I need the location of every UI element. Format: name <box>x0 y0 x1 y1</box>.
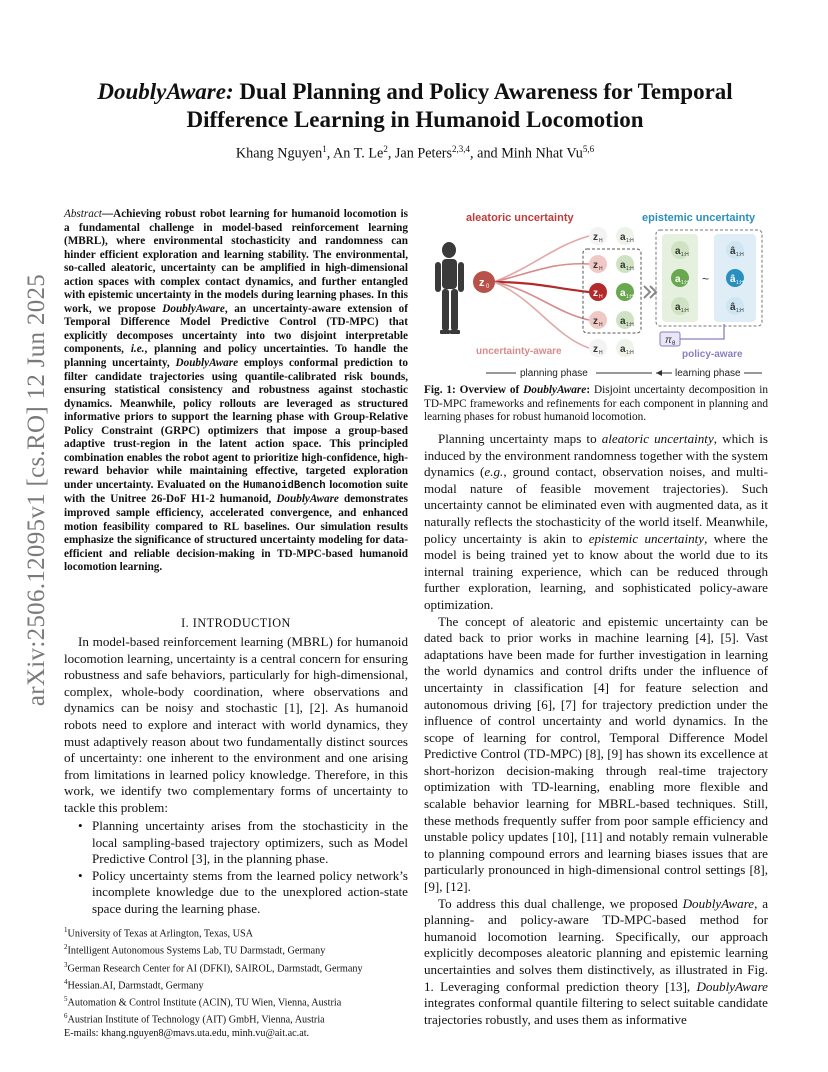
affiliation-footnotes <box>64 924 414 1041</box>
body-text: , a planning- and policy-aware TD-MPC-based method for humanoid locomotion learning. Specifically, our approach explicitly decomposes aleatoric planning and epistemic learning uncertainties and solves them distinctively, as illustrated in Fig. 1. Leveraging conformal prediction theory [13], <box>424 895 768 994</box>
z0-symbol: z <box>479 277 485 289</box>
arxiv-stamp-text: arXiv:2506.12095v1 [cs.RO] 12 Jun 2025 <box>23 273 50 707</box>
author-name: An T. Le <box>333 145 384 162</box>
figure-1-caption <box>424 384 768 425</box>
policy-pi-symbol: π <box>665 335 672 346</box>
zH-symbol: z <box>593 232 598 243</box>
footnote <box>64 993 414 1010</box>
aleatoric-uncertainty-label: aleatoric uncertainty <box>466 212 574 224</box>
author-affiliation: 5,6 <box>582 144 595 154</box>
abstract-text: —Achieving robust robot learning for humanoid locomotion is a fundamental challenge in model-based reinforcement learning (MBRL), where environmental stochasticity and randomness can hinder efficient exploration and learning stability. The environmental, so-called aleatoric, uncertainty can be amplified in high-dimensional action spaces with complex contact dynamics, and further entangled with epistemic uncertainty in the models during learning phases. In this work, we propose <box>64 208 408 315</box>
sampled-action-symbol: â <box>730 246 736 257</box>
footnote <box>64 959 414 976</box>
bullet-planning-uncertainty: • Planning uncertainty arises from the stochasticity in the local sampling-based trajectory optimizers, such as Model Predictive Control [3], in the planning phase. <box>64 818 408 868</box>
abstract-lead: Abstract <box>64 208 102 220</box>
footnote <box>64 924 414 941</box>
title-line2: Difference Learning in Humanoid Locomotion <box>186 107 644 132</box>
footnote-mark: 3 <box>64 960 68 969</box>
paragraph-related-work: The concept of aleatoric and epistemic uncertainty can be dated back to prior works in machine learning [4], [5]. Vast adaptations have been made for further investigation in learning the world dynamics and control drifts under the influence of uncertainty in classification [4] for feature selection and autonomous driving [6], [7] for trajectory prediction under the influence of control uncertainty and world dynamics. In the scope of learning for control, Temporal Difference Model Predictive Control (TD-MPC) [8], [9] has shown its excellence at short-horizon decision-making through real-time trajectory optimization with TD-learning, enabling more flexible and scalable behavior learning for MBRL-based techniques. Still, these methods frequently suffer from poor sample efficiency and unstable policy updates [10], [11] and notably remain vulnerable to planning compound errors and learning biases issues that are particularly pronounced in high-dimensional control settings [8], [9], [12]. <box>424 613 768 895</box>
sampled-action-symbol: â <box>730 302 736 313</box>
learning-phase-label: learning phase <box>675 368 741 379</box>
footnote <box>64 1028 414 1041</box>
sampled-action-symbol: â <box>730 274 736 285</box>
policy-pi-subscript: θ <box>672 341 676 347</box>
z0-node <box>473 271 495 293</box>
title-method-name: DoublyAware: <box>97 79 234 104</box>
zH-node <box>589 311 607 329</box>
planning-phase-label: planning phase <box>520 368 588 379</box>
footnote-mark: 1 <box>64 926 68 934</box>
action-subscript: 1:H <box>736 280 744 286</box>
caption-colon: : <box>586 384 591 396</box>
arxiv-stamp <box>17 273 57 707</box>
zH-subscript: H <box>599 238 603 244</box>
abstract-ie: i.e. <box>130 343 145 356</box>
action-symbol: a <box>675 274 681 285</box>
bullet-policy-uncertainty: • Policy uncertainty stems from the learned policy network’s incomplete knowledge due to the unexplored action-state space during the learning phase. <box>64 868 408 918</box>
zH-subscript: H <box>599 294 603 300</box>
zH-node <box>589 339 607 357</box>
author-name: Minh Nhat Vu <box>501 145 583 162</box>
footnote <box>64 976 414 993</box>
action-subscript: 1:H <box>681 308 689 314</box>
uncertainty-bullet-list <box>64 818 408 918</box>
method-name: DoublyAware <box>696 978 768 994</box>
zH-symbol: z <box>593 344 598 355</box>
intro-text: In model-based reinforcement learning (MBRL) for humanoid locomotion learning, uncertainty is a central concern for ensuring robustness and safe behaviors, particularly for high-dimensional, complex, whole-body coordination, where observations and dynamics can be noisy and stochastic [1], [2]. As humanoid robots need to explore and interact with world dynamics, they must adaptively reason about two fundamentally distinct sources of uncertainty: one inherent to the environment and one arising from limitations in learned policy knowledge. Therefore, in this work, we identify two complementary forms of uncertainty to tackle this problem: <box>64 634 408 815</box>
method-name: DoublyAware <box>175 357 239 370</box>
body-text: , which is induced by the environment randomness together with the system dynamics ( <box>424 431 768 480</box>
caption-method-name: DoublyAware <box>523 384 587 396</box>
action-subscript: 1:H <box>681 252 689 258</box>
benchmark-name: HumanoidBench <box>242 479 326 492</box>
humanoid-robot-icon <box>435 242 464 334</box>
caption-label: Fig. 1: Overview of <box>424 384 524 396</box>
author-affiliation: 2,3,4 <box>452 144 471 154</box>
body-text: Planning uncertainty maps to <box>438 431 602 446</box>
zH-node-column <box>589 227 607 357</box>
body-text: integrates conformal quantile filtering to select suitable candidate trajectories robustly, and uses them as informative <box>424 995 768 1027</box>
action-node <box>616 283 634 301</box>
footnote-text: University of Texas at Arlington, Texas, USA <box>67 928 254 940</box>
paragraph-proposal <box>424 896 768 1029</box>
policy-feedback-arrow <box>680 324 724 339</box>
action-symbol: a <box>620 288 626 299</box>
footnote <box>64 1010 414 1027</box>
action-node <box>616 227 634 245</box>
intro-paragraph <box>64 634 408 817</box>
action-subscript: 1:H <box>681 280 689 286</box>
abstract-text: , an uncertainty-aware extension of Temporal Difference Model Predictive Control (TD-MPC) that explicitly decomposes uncertainty into two disjoint interpretable components, <box>64 302 409 356</box>
zH-symbol: z <box>593 260 598 271</box>
action-symbol: a <box>620 344 626 355</box>
footnote-text: Automation & Control Institute (ACIN), TU Wien, Vienna, Austria <box>67 997 342 1009</box>
action-node <box>616 255 634 273</box>
abstract-text: , planning and policy uncertainties. To handle the planning uncertainty, <box>64 343 408 370</box>
action-subscript: 1:H <box>626 266 634 272</box>
action-symbol: a <box>675 246 681 257</box>
z0-subscript: 0 <box>486 284 490 290</box>
action-symbol: a <box>620 316 626 327</box>
distribution-tilde: ~ <box>702 272 710 286</box>
trajectory-fan <box>494 236 589 348</box>
author-list: Khang Nguyen$^1$, An T. Le$^2$, Jan Peters$^{2,3,4}$, and Minh Nhat Vu$^{5,6}$ <box>235 144 595 162</box>
action-subscript: 1:H <box>736 308 744 314</box>
author-affiliation: 2 <box>383 144 388 154</box>
caption-text: Disjoint uncertainty decomposition in TD-MPC frameworks and refinements for each component in planning and learning phases for robust humanoid locomotion. <box>424 384 768 424</box>
zH-node <box>589 283 607 301</box>
zH-subscript: H <box>599 322 603 328</box>
footnote-text: German Research Center for AI (DFKI), SAIROL, Darmstadt, Germany <box>67 962 363 974</box>
author-affiliation: 1 <box>322 144 327 154</box>
method-name: DoublyAware <box>682 895 755 911</box>
action-subscript: 1:H <box>626 322 634 328</box>
right-column-body <box>424 431 768 1028</box>
method-name: DoublyAware <box>162 302 225 315</box>
policy-network-node <box>660 332 680 347</box>
zH-symbol: z <box>593 316 598 327</box>
abstract <box>64 208 408 575</box>
action-symbol: a <box>620 232 626 243</box>
footnote-text: Hessian.AI, Darmstadt, Germany <box>67 980 204 992</box>
section-heading-introduction: I. INTRODUCTION <box>181 616 291 630</box>
epistemic-uncertainty-label: epistemic uncertainty <box>642 212 756 224</box>
action-symbol: a <box>620 260 626 271</box>
method-name: DoublyAware <box>276 493 339 506</box>
body-text: , where the model is being trained yet to know about the world due to its internal training experience, which can be reduced through further exploration, learning, and sophisticated policy-aware optimization. <box>424 530 768 612</box>
paragraph-uncertainty-mapping <box>424 431 768 614</box>
paper-title <box>70 78 760 134</box>
action-subscript: 1:H <box>626 238 634 244</box>
filter-chevron-icon <box>644 286 656 298</box>
footnote <box>64 941 414 958</box>
body-eg: e.g. <box>484 464 504 480</box>
policy-sample-column <box>726 241 744 315</box>
footnote-text: Intelligent Autonomous Systems Lab, TU Darmstadt, Germany <box>67 945 326 957</box>
policy-action-column <box>671 241 689 315</box>
action-node <box>616 311 634 329</box>
author-name: Jan Peters <box>394 145 453 162</box>
zH-subscript: H <box>599 350 603 356</box>
body-text: To address this dual challenge, we proposed <box>438 895 683 911</box>
phase-axis <box>486 366 762 379</box>
action-subscript: 1:H <box>626 294 634 300</box>
zH-node <box>589 255 607 273</box>
footnote-mark: 5 <box>64 995 68 1004</box>
author-name: Khang Nguyen <box>235 145 323 162</box>
term-epistemic: epistemic uncertainty <box>588 530 705 546</box>
action-subscript: 1:H <box>736 252 744 258</box>
figure-1-diagram <box>424 206 768 382</box>
footnote-mark: 2 <box>64 943 68 952</box>
zH-symbol: z <box>593 288 598 299</box>
footnote-emails: E-mails: khang.nguyen8@mavs.uta.edu, minh.vu@ait.ac.at. <box>64 1027 310 1039</box>
footnote-mark: 4 <box>64 977 68 986</box>
footnote-mark: 6 <box>64 1012 68 1021</box>
abstract-text: employs conformal prediction to filter candidate trajectories using quantile-calibrated risk bounds, ensuring statistical consistency and robustness against stochastic dynamics. Meanwhile, policy rollouts are leveraged as structured informative priors to support the learning phase with Group-Relative Policy Constraint (GRPC) optimizers that impose a group-based adaptive trust-region in the latent action space. This principled combination enables the robot agent to prioritize high-confidence, high-reward behavior while maintaining effective, targeted exploration under uncertainty. Evaluated on the <box>64 357 409 491</box>
zH-subscript: H <box>599 266 603 272</box>
footnote-text: Austrian Institute of Technology (AIT) GmbH, Vienna, Austria <box>67 1014 325 1026</box>
action-subscript: 1:H <box>626 350 634 356</box>
term-aleatoric: aleatoric uncertainty <box>601 431 714 446</box>
title-line1-rest: Dual Planning and Policy Awareness for Temporal <box>233 79 733 104</box>
action-node-column <box>616 227 634 357</box>
action-symbol: a <box>675 302 681 313</box>
uncertainty-aware-label: uncertainty-aware <box>476 346 562 357</box>
zH-node <box>589 227 607 245</box>
action-node <box>616 339 634 357</box>
abstract-text: locomotion suite with the Unitree 26-DoF H1-2 humanoid, <box>64 478 408 506</box>
abstract-text: demonstrates improved sample efficiency, accelerated convergence, and enhanced motion feasibility compared to RL baselines. Our simulation results emphasize the significance of structured uncertainty modeling for data-efficient and reliable decision-making in TD-MPC-based humanoid locomotion learning. <box>64 493 408 574</box>
policy-aware-label: policy-aware <box>682 349 743 360</box>
body-text: , ground contact, observation noises, and multi-modal nature of feasible movement trajectories). Such uncertainty cannot be eliminated even with augmented data, as it naturally reflects the stochasticity of the world itself. Meanwhile, policy uncertainty is akin to <box>424 464 768 546</box>
